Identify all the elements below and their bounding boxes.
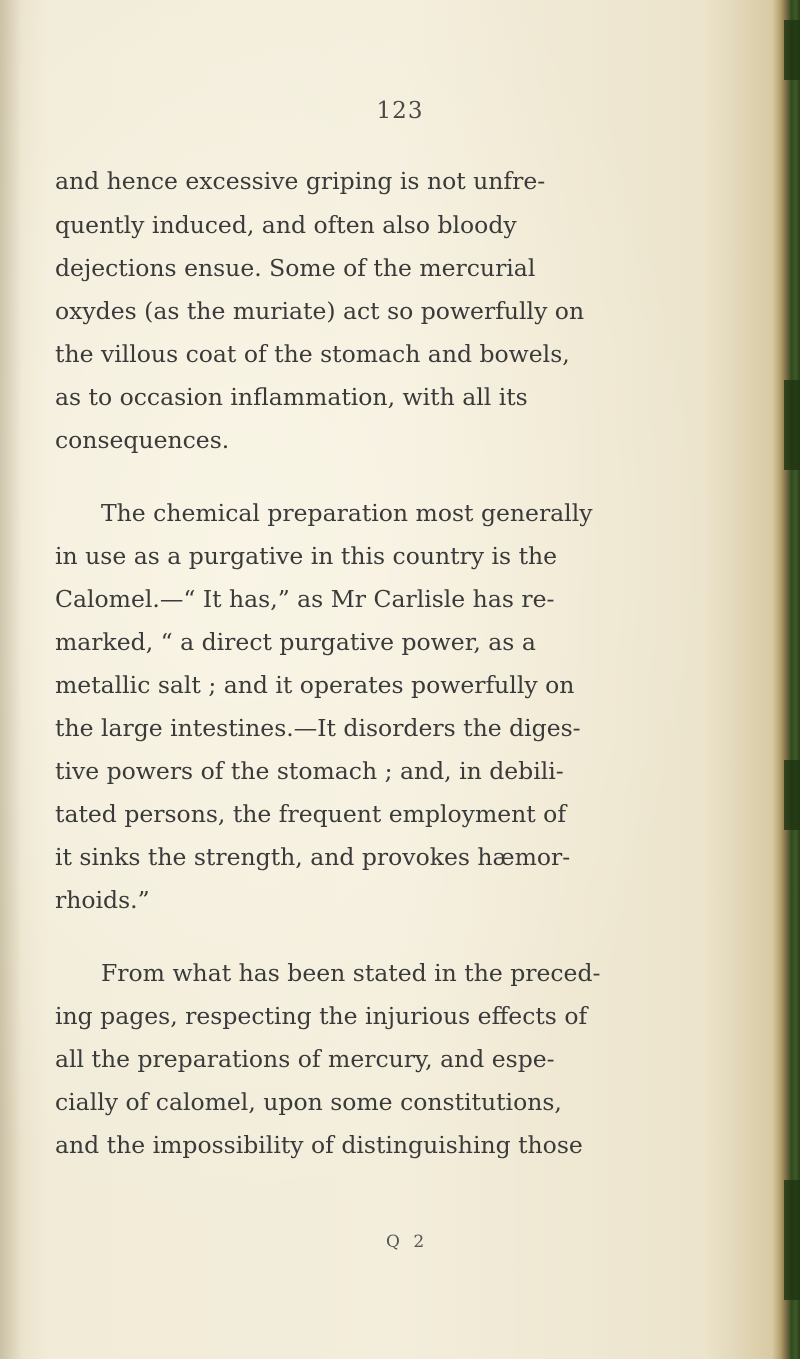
edge-stain	[784, 380, 800, 470]
text-line: as to occasion inflammation, with all its	[55, 383, 528, 411]
text-line: dejections ensue. Some of the mercurial	[55, 254, 536, 282]
text-line: all the preparations of mercury, and espe-	[55, 1045, 555, 1073]
edge-stain	[784, 1180, 800, 1300]
text-line: marked, “ a direct purgative power, as a	[55, 628, 536, 656]
text-line: Calomel.—“ It has,” as Mr Carlisle has re-	[55, 585, 555, 613]
text-line: metallic salt ; and it operates powerfully on	[55, 671, 575, 699]
text-line: the large intestines.—It disorders the diges-	[55, 714, 581, 742]
text-line: quently induced, and often also bloody	[55, 211, 517, 239]
edge-stain	[784, 760, 800, 830]
text-line: ing pages, respecting the injurious effects of	[55, 1002, 588, 1030]
page-edge	[772, 0, 800, 1359]
signature-mark: Q 2	[386, 1232, 429, 1252]
text-line: it sinks the strength, and provokes hæmor-	[55, 843, 571, 871]
paragraph-first-line: From what has been stated in the preced-	[101, 959, 601, 987]
edge-stain	[784, 20, 800, 80]
text-line: oxydes (as the muriate) act so powerfully on	[55, 297, 585, 325]
text-line: consequences.	[55, 426, 230, 454]
text-line: and the impossibility of distinguishing those	[55, 1131, 583, 1159]
text-line: in use as a purgative in this country is the	[55, 542, 558, 570]
text-line: cially of calomel, upon some constitutions,	[55, 1088, 562, 1116]
gutter-shadow	[0, 0, 22, 1359]
text-line: rhoids.”	[55, 886, 150, 914]
text-line: tive powers of the stomach ; and, in debili-	[55, 757, 564, 785]
text-line: tated persons, the frequent employment of	[55, 800, 567, 828]
text-line: and hence excessive griping is not unfre-	[55, 167, 546, 195]
paragraph-first-line: The chemical preparation most generally	[101, 499, 593, 527]
text-line: the villous coat of the stomach and bowels,	[55, 340, 570, 368]
page-number: 123	[376, 98, 424, 124]
